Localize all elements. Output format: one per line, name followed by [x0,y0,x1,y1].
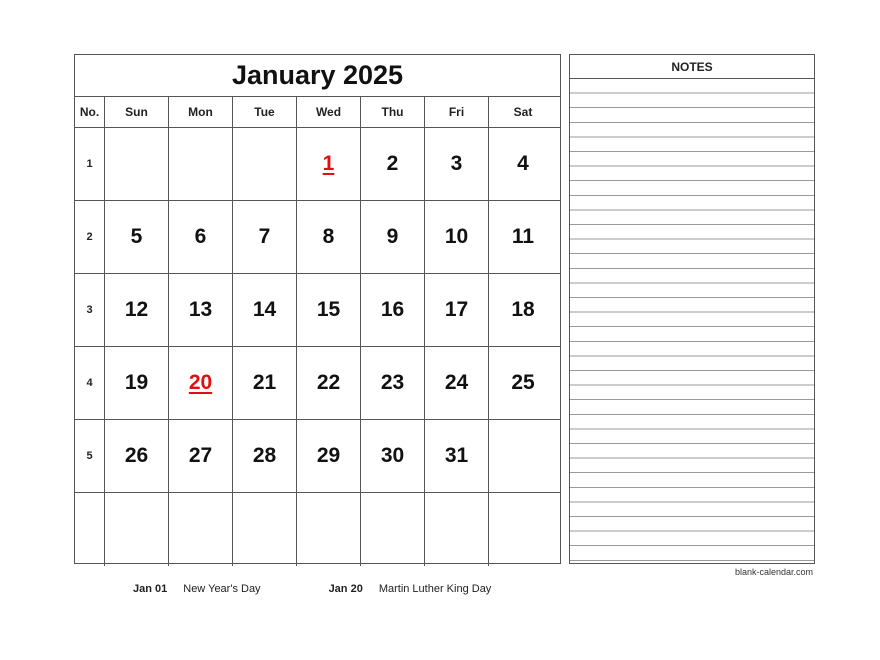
day-number: 21 [252,371,277,394]
day-cell [425,420,489,492]
holiday-day-number: 1 [322,152,335,175]
week-row [75,420,560,493]
day-cell [489,201,557,273]
notes-panel [569,54,815,564]
day-cell [105,420,169,492]
day-cell [233,493,297,566]
day-cell [425,201,489,273]
week-number: 1 [75,128,105,200]
day-number: 14 [252,298,277,321]
day-cell [425,493,489,566]
day-cell [169,420,233,492]
week-number: 3 [75,274,105,346]
day-number: 5 [130,225,143,248]
day-cell [169,493,233,566]
holiday-date: Jan 20 [328,583,363,595]
notes-ruled-lines [570,79,814,563]
day-number: 6 [194,225,207,248]
week-number [75,493,105,566]
day-cell [361,128,425,200]
weekday-header-row [75,97,560,128]
day-cell [169,201,233,273]
day-number: 18 [511,298,535,321]
week-number: 2 [75,201,105,273]
day-cell [233,128,297,200]
day-number: 10 [444,225,469,248]
day-number: 15 [316,298,341,321]
day-cell [297,128,361,200]
header-fri: Fri [425,97,489,127]
day-cell [105,128,169,200]
header-sun: Sun [105,97,169,127]
day-number: 25 [511,371,535,394]
calendar-grid [74,54,561,564]
week-number: 4 [75,347,105,419]
day-cell [233,201,297,273]
day-cell [425,274,489,346]
day-cell [169,347,233,419]
site-credit: blank-calendar.com [734,567,813,577]
day-cell [489,347,557,419]
calendar-title: January 2025 [75,55,560,97]
day-cell [361,420,425,492]
day-number: 4 [517,152,529,175]
day-cell [489,274,557,346]
day-number: 22 [316,371,341,394]
header-week-number: No. [75,97,105,127]
day-number: 7 [258,225,271,248]
holiday-name: Martin Luther King Day [378,583,492,595]
week-row [75,128,560,201]
day-cell [233,420,297,492]
day-number: 8 [322,225,335,248]
day-cell [297,201,361,273]
day-number: 9 [386,225,399,248]
day-cell [425,128,489,200]
day-cell [361,347,425,419]
day-number: 31 [444,444,469,467]
holiday-list [133,583,559,595]
day-number: 19 [124,371,149,394]
day-number: 12 [124,298,149,321]
day-number: 30 [380,444,405,467]
day-cell [105,493,169,566]
week-number: 5 [75,420,105,492]
day-cell [297,493,361,566]
day-number: 27 [188,444,213,467]
day-cell [425,347,489,419]
day-number: 13 [188,298,213,321]
day-cell [105,201,169,273]
day-cell [297,420,361,492]
day-cell [105,274,169,346]
day-cell [361,201,425,273]
week-row [75,274,560,347]
day-number: 26 [124,444,149,467]
day-cell [233,347,297,419]
holiday-name: New Year's Day [183,583,261,595]
week-row [75,347,560,420]
day-number: 28 [252,444,277,467]
holiday-date: Jan 01 [133,583,168,595]
holiday-item [329,583,492,595]
day-cell [489,493,557,566]
week-row [75,201,560,274]
day-cell [489,128,557,200]
week-row [75,493,560,566]
holiday-day-number: 20 [188,371,213,394]
day-number: 29 [316,444,341,467]
header-tue: Tue [233,97,297,127]
day-cell [361,274,425,346]
day-cell [489,420,557,492]
header-mon: Mon [169,97,233,127]
header-thu: Thu [361,97,425,127]
day-cell [105,347,169,419]
day-cell [169,274,233,346]
day-number: 3 [450,152,463,175]
day-number: 2 [386,152,399,175]
day-number: 17 [444,298,469,321]
notes-title: NOTES [570,55,814,79]
day-number: 11 [511,225,535,248]
day-cell [233,274,297,346]
header-wed: Wed [297,97,361,127]
day-cell [297,347,361,419]
day-number: 24 [444,371,469,394]
day-number: 23 [380,371,405,394]
holiday-item [133,583,261,595]
header-sat: Sat [513,105,533,119]
day-number: 16 [380,298,405,321]
day-cell [361,493,425,566]
day-cell [169,128,233,200]
day-cell [297,274,361,346]
